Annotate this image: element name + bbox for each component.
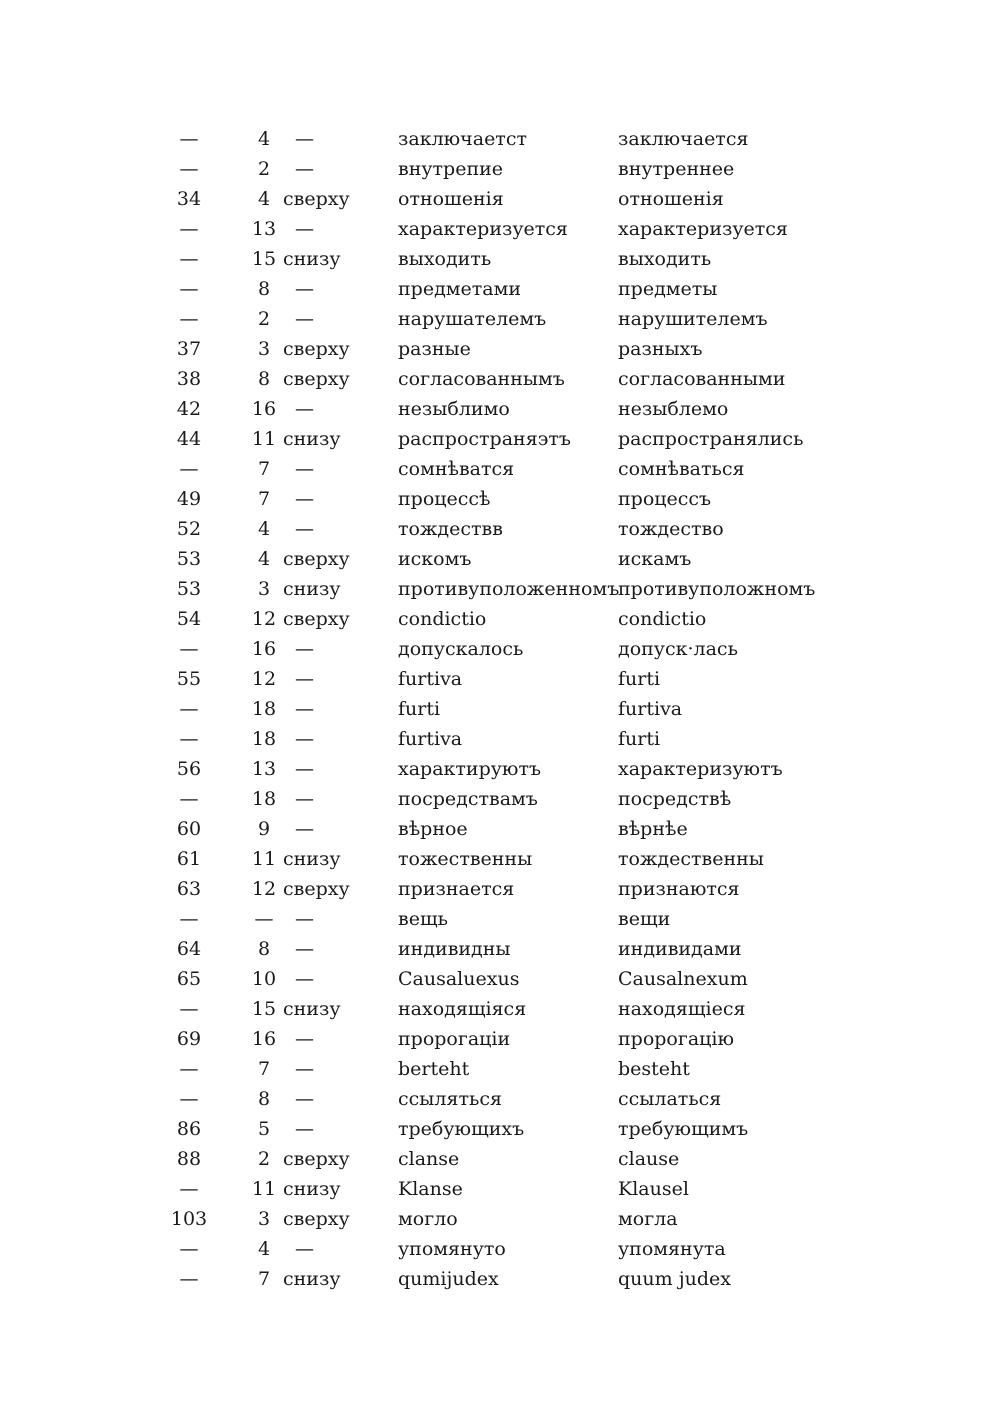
erroneous-text: Klanse — [398, 1178, 463, 1200]
page-number: 34 — [176, 188, 202, 210]
line-number: 12 — [251, 668, 277, 690]
page-number: — — [179, 308, 199, 330]
errata-table — [0, 124, 1000, 1294]
errata-row — [0, 664, 1000, 694]
line-number: 11 — [251, 848, 277, 870]
erroneous-text: ссыляться — [398, 1088, 502, 1110]
corrected-text: характеризуется — [618, 218, 788, 240]
page-number: 42 — [176, 398, 202, 420]
line-number: 5 — [257, 1118, 271, 1140]
corrected-text: противуположномъ — [618, 578, 816, 600]
erroneous-text: выходить — [398, 248, 492, 270]
errata-row — [0, 454, 1000, 484]
line-position: сверху — [283, 188, 350, 210]
errata-row — [0, 724, 1000, 754]
corrected-text: condictio — [618, 608, 707, 630]
page-number: — — [179, 1088, 199, 1110]
erroneous-text: berteht — [398, 1058, 470, 1080]
page-number: — — [179, 728, 199, 750]
corrected-text: furtiva — [618, 698, 683, 720]
line-position: — — [295, 1028, 314, 1050]
errata-row — [0, 574, 1000, 604]
page-number: — — [179, 458, 199, 480]
erroneous-text: допускалось — [398, 638, 524, 660]
line-position: снизу — [283, 578, 341, 600]
page-number: — — [179, 248, 199, 270]
erroneous-text: furtiva — [398, 668, 463, 690]
errata-row — [0, 904, 1000, 934]
page-number: 61 — [176, 848, 202, 870]
line-number: 12 — [251, 878, 277, 900]
line-position: — — [295, 308, 314, 330]
errata-row — [0, 934, 1000, 964]
line-position: сверху — [283, 1208, 350, 1230]
errata-row — [0, 964, 1000, 994]
corrected-text: clause — [618, 1148, 680, 1170]
errata-row — [0, 154, 1000, 184]
erroneous-text: вѣрное — [398, 818, 468, 840]
errata-row — [0, 214, 1000, 244]
erroneous-text: согласованнымъ — [398, 368, 565, 390]
erroneous-text: противуположенномъ — [398, 578, 620, 600]
page-number: 64 — [176, 938, 202, 960]
page-number: — — [179, 1238, 199, 1260]
page-number: — — [179, 1058, 199, 1080]
line-position: — — [295, 668, 314, 690]
line-number: 15 — [251, 998, 277, 1020]
corrected-text: тождественны — [618, 848, 764, 870]
corrected-text: находящіеся — [618, 998, 746, 1020]
errata-row — [0, 184, 1000, 214]
line-position: — — [295, 488, 314, 510]
line-position: — — [295, 278, 314, 300]
line-number: 8 — [257, 278, 271, 300]
page-number: — — [179, 698, 199, 720]
erroneous-text: тожественны — [398, 848, 533, 870]
errata-row — [0, 1084, 1000, 1114]
erroneous-text: искомъ — [398, 548, 472, 570]
line-number: 13 — [251, 218, 277, 240]
page-number: 69 — [176, 1028, 202, 1050]
page-number: 86 — [176, 1118, 202, 1140]
line-number: 7 — [257, 1268, 271, 1290]
corrected-text: Causalnexum — [618, 968, 748, 990]
line-position: сверху — [283, 548, 350, 570]
errata-row — [0, 544, 1000, 574]
line-number: 18 — [251, 788, 277, 810]
errata-row — [0, 634, 1000, 664]
corrected-text: посредствѣ — [618, 788, 732, 810]
errata-row — [0, 304, 1000, 334]
line-number: 4 — [257, 128, 271, 150]
erroneous-text: заключаетст — [398, 128, 527, 150]
line-position: снизу — [283, 1178, 341, 1200]
line-position: — — [295, 788, 314, 810]
errata-row — [0, 124, 1000, 154]
errata-row — [0, 1204, 1000, 1234]
corrected-text: допуск·лась — [618, 638, 738, 660]
errata-row — [0, 754, 1000, 784]
line-number: 4 — [257, 1238, 271, 1260]
line-position: сверху — [283, 608, 350, 630]
page-number: 52 — [176, 518, 202, 540]
errata-row — [0, 334, 1000, 364]
corrected-text: нарушителемъ — [618, 308, 768, 330]
corrected-text: незыблемо — [618, 398, 729, 420]
erroneous-text: тождествв — [398, 518, 503, 540]
line-position: — — [295, 128, 314, 150]
line-position: сверху — [283, 368, 350, 390]
page-number: — — [179, 638, 199, 660]
erroneous-text: furtiva — [398, 728, 463, 750]
errata-row — [0, 874, 1000, 904]
line-number: 7 — [257, 458, 271, 480]
errata-row — [0, 1054, 1000, 1084]
page-number: — — [179, 128, 199, 150]
errata-row — [0, 1144, 1000, 1174]
erroneous-text: разные — [398, 338, 471, 360]
line-number: 4 — [257, 188, 271, 210]
corrected-text: сомнѣваться — [618, 458, 745, 480]
erroneous-text: требующихъ — [398, 1118, 525, 1140]
line-number: — — [254, 908, 274, 930]
errata-row — [0, 484, 1000, 514]
erroneous-text: признается — [398, 878, 515, 900]
line-position: — — [295, 938, 314, 960]
corrected-text: furti — [618, 728, 661, 750]
page-number: 60 — [176, 818, 202, 840]
line-position: — — [295, 1088, 314, 1110]
corrected-text: признаются — [618, 878, 740, 900]
line-position: сверху — [283, 878, 350, 900]
line-number: 15 — [251, 248, 277, 270]
page-number: — — [179, 278, 199, 300]
errata-row — [0, 844, 1000, 874]
line-position: снизу — [283, 428, 341, 450]
line-number: 16 — [251, 638, 277, 660]
erroneous-text: qumijudex — [398, 1268, 499, 1290]
line-position: сверху — [283, 338, 350, 360]
line-number: 2 — [257, 158, 271, 180]
errata-row — [0, 394, 1000, 424]
line-number: 4 — [257, 548, 271, 570]
line-number: 2 — [257, 1148, 271, 1170]
line-position: снизу — [283, 998, 341, 1020]
erroneous-text: пророгаціи — [398, 1028, 511, 1050]
erroneous-text: индивидны — [398, 938, 511, 960]
erroneous-text: furti — [398, 698, 441, 720]
line-number: 8 — [257, 1088, 271, 1110]
line-number: 4 — [257, 518, 271, 540]
page-number: 53 — [176, 578, 202, 600]
line-position: — — [295, 1238, 314, 1260]
erroneous-text: сомнѣватся — [398, 458, 515, 480]
corrected-text: индивидами — [618, 938, 742, 960]
line-number: 8 — [257, 368, 271, 390]
errata-row — [0, 1024, 1000, 1054]
corrected-text: пророгацію — [618, 1028, 734, 1050]
errata-row — [0, 814, 1000, 844]
erroneous-text: отношенія — [398, 188, 504, 210]
line-position: — — [295, 758, 314, 780]
corrected-text: разныхъ — [618, 338, 703, 360]
line-position: — — [295, 638, 314, 660]
corrected-text: заключается — [618, 128, 749, 150]
line-number: 7 — [257, 1058, 271, 1080]
page-number: — — [179, 788, 199, 810]
erroneous-text: процессѣ — [398, 488, 491, 510]
page-number: — — [179, 908, 199, 930]
line-number: 18 — [251, 698, 277, 720]
errata-row — [0, 424, 1000, 454]
page-number: 38 — [176, 368, 202, 390]
page-number: 56 — [176, 758, 202, 780]
page-number: 53 — [176, 548, 202, 570]
line-position: — — [295, 728, 314, 750]
errata-row — [0, 784, 1000, 814]
line-position: — — [295, 518, 314, 540]
line-position: — — [295, 968, 314, 990]
corrected-text: распространялись — [618, 428, 804, 450]
erroneous-text: посредствамъ — [398, 788, 538, 810]
erroneous-text: вещь — [398, 908, 448, 930]
line-number: 3 — [257, 1208, 271, 1230]
page-number: 88 — [176, 1148, 202, 1170]
corrected-text: вѣрнѣе — [618, 818, 688, 840]
line-number: 10 — [251, 968, 277, 990]
line-number: 9 — [257, 818, 271, 840]
page-number: 65 — [176, 968, 202, 990]
erroneous-text: Causaluexus — [398, 968, 520, 990]
corrected-text: внутреннее — [618, 158, 735, 180]
corrected-text: упомянута — [618, 1238, 726, 1260]
erroneous-text: незыблимо — [398, 398, 510, 420]
corrected-text: могла — [618, 1208, 678, 1230]
erroneous-text: clanse — [398, 1148, 460, 1170]
errata-row — [0, 1174, 1000, 1204]
corrected-text: furti — [618, 668, 661, 690]
erroneous-text: находящіяся — [398, 998, 527, 1020]
erroneous-text: нарушателемъ — [398, 308, 547, 330]
erroneous-text: распространяэтъ — [398, 428, 571, 450]
line-position: — — [295, 158, 314, 180]
corrected-text: искамъ — [618, 548, 692, 570]
corrected-text: процессъ — [618, 488, 712, 510]
line-position: снизу — [283, 848, 341, 870]
page-number: 44 — [176, 428, 202, 450]
page-number: — — [179, 158, 199, 180]
erroneous-text: характеризуется — [398, 218, 568, 240]
line-number: 2 — [257, 308, 271, 330]
corrected-text: тождество — [618, 518, 724, 540]
line-position: — — [295, 458, 314, 480]
line-number: 11 — [251, 428, 277, 450]
line-position: — — [295, 698, 314, 720]
corrected-text: ссылаться — [618, 1088, 722, 1110]
corrected-text: требующимъ — [618, 1118, 749, 1140]
erroneous-text: condictio — [398, 608, 487, 630]
corrected-text: предметы — [618, 278, 718, 300]
errata-row — [0, 514, 1000, 544]
errata-row — [0, 1114, 1000, 1144]
line-position: снизу — [283, 248, 341, 270]
erroneous-text: упомянуто — [398, 1238, 506, 1260]
line-position: — — [295, 1118, 314, 1140]
line-number: 13 — [251, 758, 277, 780]
line-number: 18 — [251, 728, 277, 750]
errata-row — [0, 274, 1000, 304]
errata-row — [0, 1264, 1000, 1294]
page-number: 49 — [176, 488, 202, 510]
page-number: 55 — [176, 668, 202, 690]
corrected-text: besteht — [618, 1058, 690, 1080]
line-number: 16 — [251, 1028, 277, 1050]
line-number: 11 — [251, 1178, 277, 1200]
corrected-text: вещи — [618, 908, 671, 930]
line-number: 12 — [251, 608, 277, 630]
line-number: 3 — [257, 338, 271, 360]
corrected-text: характеризуютъ — [618, 758, 783, 780]
corrected-text: выходить — [618, 248, 712, 270]
corrected-text: Klausel — [618, 1178, 689, 1200]
line-number: 8 — [257, 938, 271, 960]
corrected-text: отношенія — [618, 188, 724, 210]
line-number: 16 — [251, 398, 277, 420]
erroneous-text: предметами — [398, 278, 522, 300]
line-position: — — [295, 1058, 314, 1080]
line-position: — — [295, 218, 314, 240]
line-position: сверху — [283, 1148, 350, 1170]
page-number: 63 — [176, 878, 202, 900]
page-number: — — [179, 1178, 199, 1200]
line-number: 3 — [257, 578, 271, 600]
line-number: 7 — [257, 488, 271, 510]
page-number: 103 — [170, 1208, 208, 1230]
page-number: 37 — [176, 338, 202, 360]
corrected-text: quum judex — [618, 1268, 731, 1290]
errata-row — [0, 244, 1000, 274]
errata-row — [0, 364, 1000, 394]
line-position: снизу — [283, 1268, 341, 1290]
line-position: — — [295, 908, 314, 930]
errata-row — [0, 694, 1000, 724]
erroneous-text: характируютъ — [398, 758, 542, 780]
page-number: 54 — [176, 608, 202, 630]
erroneous-text: внутрепие — [398, 158, 504, 180]
page-number: — — [179, 998, 199, 1020]
line-position: — — [295, 398, 314, 420]
page-number: — — [179, 218, 199, 240]
errata-row — [0, 604, 1000, 634]
page-number: — — [179, 1268, 199, 1290]
corrected-text: согласованными — [618, 368, 786, 390]
erroneous-text: могло — [398, 1208, 458, 1230]
errata-row — [0, 1234, 1000, 1264]
errata-row — [0, 994, 1000, 1024]
line-position: — — [295, 818, 314, 840]
